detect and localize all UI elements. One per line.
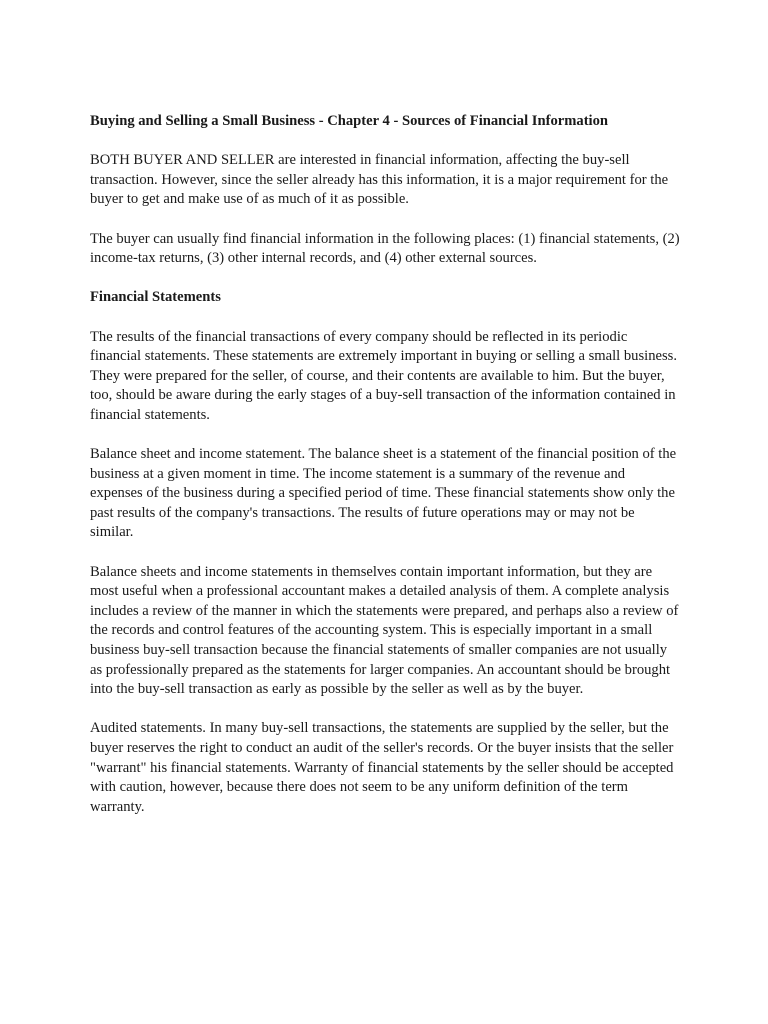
intro-paragraph-2: The buyer can usually find financial information in the following places: (1) financial statements, (2) income-tax returns, (3) other internal records, and (4) other external sources. (90, 230, 680, 267)
section-paragraph-1: The results of the financial transactions of every company should be reflected in its periodic financial statements. These statements are extremely important in buying or selling a small business. They were prepared for the seller, of course, and their contents are available to him. But the buyer, too, should be aware during the early stages of a buy-sell transaction of the information contained in financial statements. (90, 328, 677, 423)
section-heading-financial-statements: Financial Statements (90, 289, 221, 306)
section-paragraph-4: Audited statements. In many buy-sell transactions, the statements are supplied by the seller, but the buyer reserves the right to conduct an audit of the seller's records. Or the buyer insists that the seller "warrant" his financial statements. Warranty of financial statements by the seller should be accepted with caution, however, because there does not seem to be any uniform definition of the term warranty. (90, 720, 674, 815)
document-page (90, 112, 680, 837)
section-paragraph-3: Balance sheets and income statements in themselves contain important information, but they are most useful when a professional accountant makes a detailed analysis of them. A complete analysis includes a review of the manner in which the statements were prepared, and perhaps also a review of the records and control features of the accounting system. This is especially important in a small business buy-sell transaction because the financial statements of smaller companies are not usually as professionally prepared as the statements for larger companies. An accountant should be brought into the buy-sell transaction as early as possible by the seller as well as by the buyer. (90, 563, 679, 698)
section-paragraph-2: Balance sheet and income statement. The balance sheet is a statement of the financial position of the business at a given moment in time. The income statement is a summary of the revenue and expenses of the business during a specified period of time. These financial statements show only the past results of the company's transactions. The results of future operations may or may not be similar. (90, 446, 677, 541)
document-title: Buying and Selling a Small Business - Chapter 4 - Sources of Financial Information (90, 113, 609, 129)
intro-paragraph-1: BOTH BUYER AND SELLER are interested in financial information, affecting the buy-sell transaction. However, since the seller already has this information, it is a major requirement for the buyer to get and make use of as much of it as possible. (90, 152, 669, 208)
